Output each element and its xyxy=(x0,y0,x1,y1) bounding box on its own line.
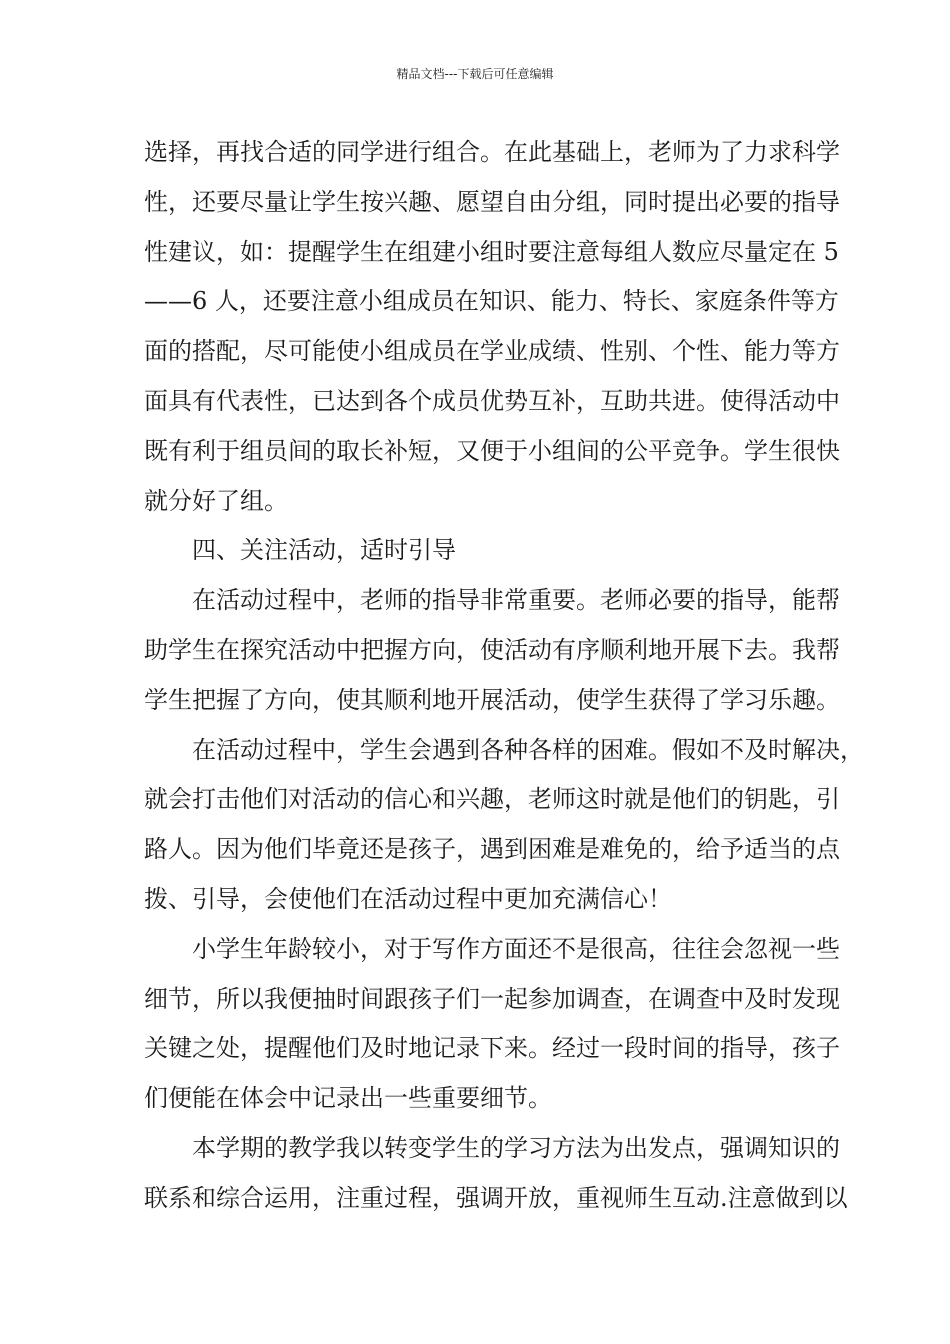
text-line: 路人。因为他们毕竟还是孩子，遇到困难是难免的，给予适当的点 xyxy=(144,835,840,864)
text-line: 在活动过程中，老师的指导非常重要。老师必要的指导，能帮 xyxy=(192,586,840,615)
text-line: 本学期的教学我以转变学生的学习方法为出发点，强调知识的 xyxy=(192,1133,840,1162)
document-body xyxy=(144,128,864,1224)
text-line: 们便能在体会中记录出一些重要细节。 xyxy=(144,1084,552,1113)
text-line: 细节，所以我便抽时间跟孩子们一起参加调查，在调查中及时发现 xyxy=(144,984,840,1013)
text-line: 面的搭配，尽可能使小组成员在学业成绩、性别、个性、能力等方 xyxy=(144,337,840,366)
text-line: 就分好了组。 xyxy=(144,486,288,515)
section-heading: 四、关注活动，适时引导 xyxy=(192,536,456,565)
text-line: ——6 人，还要注意小组成员在知识、能力、特长、家庭条件等方 xyxy=(144,287,839,316)
text-line: 性建议，如：提醒学生在组建小组时要注意每组人数应尽量定在 5 xyxy=(144,237,839,266)
text-line: 面具有代表性，已达到各个成员优势互补，互助共进。使得活动中 xyxy=(144,386,840,415)
text-line: 选择，再找合适的同学进行组合。在此基础上，老师为了力求科学 xyxy=(144,138,840,166)
page-header: 精品文档---下载后可任意编辑 xyxy=(396,67,554,81)
text-line: 就会打击他们对活动的信心和兴趣，老师这时就是他们的钥匙，引 xyxy=(144,785,840,814)
text-line: 既有利于组员间的取长补短，又便于小组间的公平竞争。学生很快 xyxy=(144,436,840,465)
text-line: 拨、引导，会使他们在活动过程中更加充满信心！ xyxy=(144,884,672,913)
text-line: 助学生在探究活动中把握方向，使活动有序顺利地开展下去。我帮 xyxy=(144,635,840,664)
text-line: 学生把握了方向，使其顺利地开展活动，使学生获得了学习乐趣。 xyxy=(144,685,840,714)
text-line: 小学生年龄较小，对于写作方面还不是很高，往往会忽视一些 xyxy=(192,934,840,963)
text-line: 关键之处，提醒他们及时地记录下来。经过一段时间的指导，孩子 xyxy=(144,1034,840,1063)
text-line: 在活动过程中，学生会遇到各种各样的困难。假如不及时解决， xyxy=(192,735,864,764)
text-line: 联系和综合运用，注重过程，强调开放，重视师生互动.注意做到以 xyxy=(144,1183,848,1212)
text-line: 性，还要尽量让学生按兴趣、愿望自由分组，同时提出必要的指导 xyxy=(144,187,840,216)
